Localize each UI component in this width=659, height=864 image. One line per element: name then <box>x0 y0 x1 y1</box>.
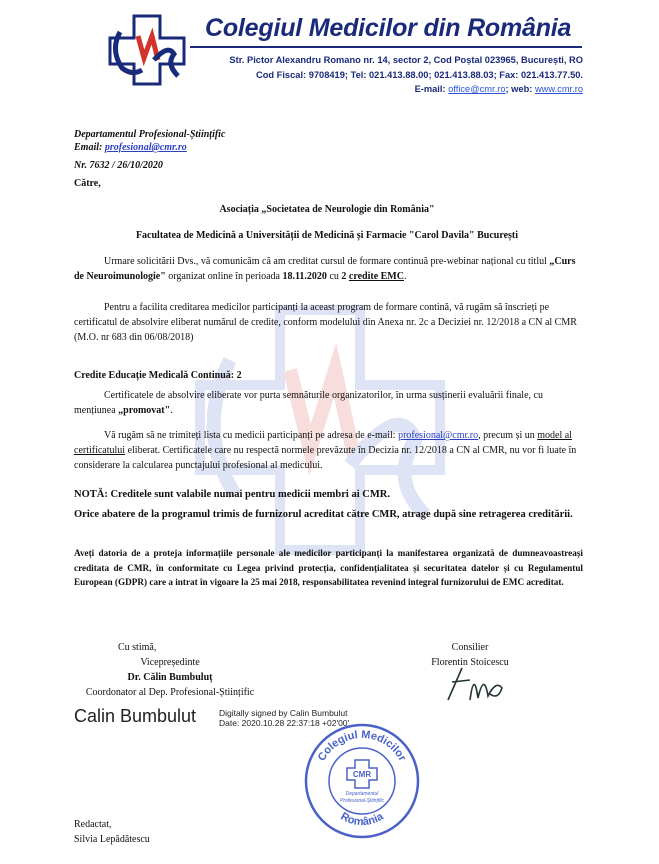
greeting: Cu stimă, <box>118 642 157 653</box>
credits-heading: Credite Educație Medicală Continuă: 2 <box>74 370 242 381</box>
email-label: E-mail: <box>414 84 446 94</box>
institution-title: Colegiul Medicilor din România <box>205 14 572 42</box>
paragraph-3: Certificatele de absolvire eliberate vor purta semnăturile organizatorilor, în urma susținerii evaluării finale, cu mențiunea „promovat". <box>74 390 543 416</box>
digital-signature-details: Digitally signed by Calin Bumbulut Date: 2020.10.28 22:37:18 +02'00' <box>219 708 350 728</box>
left-title: Coordonator al Dep. Profesional-Științific <box>85 687 255 698</box>
header-contact <box>415 84 583 94</box>
paragraph-2: Pentru a facilita creditarea medicilor participanți la aceast program de formare contină, vă rugăm să înscrieți pe certificatul de absolvire eliberat numărul de credite, conform modelului din Anexa nr. 2c a Deciziei nr. 12/2018 a CN al CMR (M.O. nr 683 din 06/08/2018) <box>74 302 577 343</box>
header-address: Str. Pictor Alexandru Romano nr. 14, sector 2, Cod Poștal 023965, București, RO <box>229 55 583 65</box>
stamp-center-2: Profesional-Științific <box>340 798 384 804</box>
signature-left <box>70 640 270 700</box>
paragraph-4: Vă rugăm să ne trimiteți lista cu medicii participanți pe adresa de e-mail: profesional@cmr.ro, precum și un model al certificatului eliberat. Certificatele care nu respectă normele prevăzute în Decizia nr. 12/2018 a CN al CMR, nu vor fi luate în considerare la calcularea punctajului profesional al medicului. <box>74 430 577 471</box>
department-email-label: Email: <box>74 142 103 153</box>
note-gdpr: Aveți datoria de a proteja informațiile personale ale medicilor participanți la manifestarea organizată de dumneavoastreași creditata de CMR, în conformitate cu Legea privind protecția, confidențialitatea și securitatea datelor și cu Regulamentul European (GDPR) care a intrat în vigoare la 25 mai 2018, responsabilitatea revenind integral furnizorului de EMC acreditat. <box>74 548 583 588</box>
right-name: Florentin Stoicescu <box>431 657 509 668</box>
header-divider <box>190 46 582 48</box>
department-email-link[interactable]: profesional@cmr.ro <box>104 142 187 153</box>
course-date: 18.11.2020 <box>282 271 327 282</box>
header-email-link[interactable]: office@cmr.ro <box>448 84 506 94</box>
header-web-link[interactable]: www.cmr.ro <box>534 84 583 94</box>
stamp-bottom-text: România <box>338 810 386 829</box>
department-email <box>74 142 187 153</box>
note-deviation: Orice abatere de la programul trimis de furnizorul acreditat către CMR, atrage după sine retragerea creditării. <box>74 509 573 520</box>
recipient-line-2: Facultatea de Medicină a Universității de Medicină și Farmacie "Carol Davila" București <box>135 230 519 241</box>
redactat-block <box>74 818 150 847</box>
credits-label: credite EMC <box>348 271 404 282</box>
right-role: Consilier <box>451 642 489 653</box>
recipient-label: Către, <box>74 178 101 189</box>
department-name: Departamentul Profesional-Științific <box>74 129 226 140</box>
note-credits-valid: NOTĂ: Creditele sunt valabile numai pentru medicii membri ai CMR. <box>74 489 390 500</box>
header-fiscal: Cod Fiscal: 9708419; Tel: 021.413.88.00; 021.413.88.03; Fax: 021.413.77.50. <box>256 70 583 80</box>
logo-text: CMR <box>112 83 117 85</box>
recipient-line-1: Asociația „Societatea de Neurologie din România" <box>219 204 435 215</box>
stamp-center-1: Departamentul <box>345 791 379 797</box>
paragraph-1: Urmare solicitării Dvs., vă comunicăm că am creditat cursul de formare continuă pre-webinar național cu titlul „Curs de Neuroimunologie" organizat online în perioada 18.11.2020 cu 2 credite EMC. <box>74 256 576 282</box>
official-stamp <box>303 722 421 840</box>
stamp-logo-text: CMR <box>352 770 372 779</box>
redactat-name: Silvia Lepădătescu <box>74 833 150 845</box>
left-name: Dr. Călin Bumbuluț <box>127 672 213 683</box>
svg-text:România <box>339 810 387 828</box>
cmr-logo <box>108 14 186 86</box>
promovat-mention: „promovat" <box>118 405 171 416</box>
certificate-model: model al certificatului <box>74 430 572 456</box>
web-label: ; web: <box>505 84 533 94</box>
credits-count: 2 <box>341 271 347 282</box>
handwritten-signature <box>440 660 510 710</box>
left-role: Vicepreședinte <box>140 657 200 668</box>
redactat-label: Redactat, <box>74 819 112 830</box>
stamp-top-text: Colegiul Medicilor <box>315 728 409 764</box>
body-email-link[interactable]: profesional@cmr.ro <box>398 430 479 441</box>
digital-signature-name: Calin Bumbulut <box>74 706 197 726</box>
document-number: Nr. 7632 / 26/10/2020 <box>74 160 163 171</box>
course-title: „Curs de Neuroimunologie" <box>74 256 576 282</box>
